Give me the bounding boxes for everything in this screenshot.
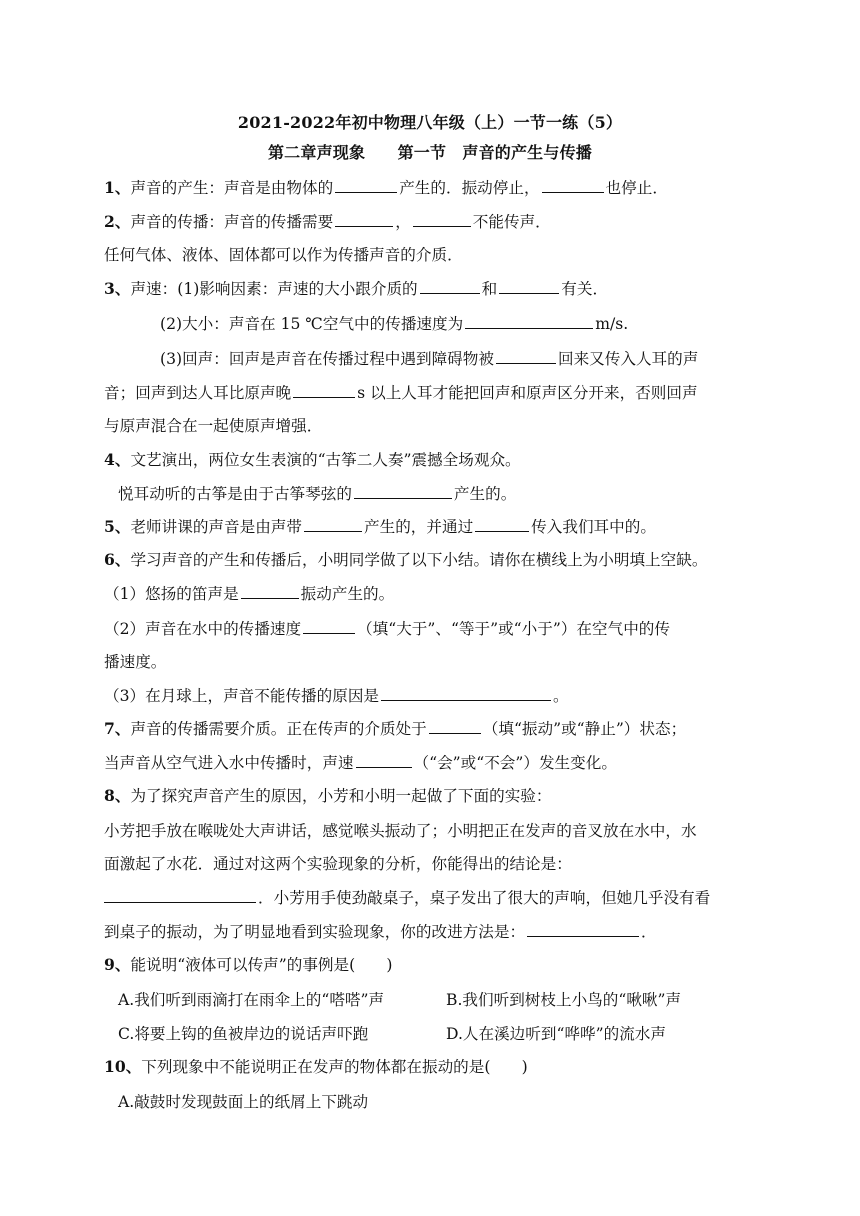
answer-blank[interactable] [420, 279, 480, 294]
answer-blank[interactable] [429, 719, 481, 734]
question-text: 。 [553, 687, 569, 705]
question-text: （3）在月球上，声音不能传播的原因是 [104, 687, 380, 705]
question-text: 和 [481, 280, 498, 298]
question-4 [104, 450, 521, 470]
question-8-line-4 [104, 888, 710, 908]
answer-blank[interactable] [381, 686, 551, 701]
question-text: （1）悠扬的笛声是 [104, 585, 239, 603]
question-text: （填“大于”、“等于”或“小于”）在空气中的传 [357, 620, 670, 638]
question-number: 9、 [104, 955, 131, 974]
question-8-line-2: 小芳把手放在喉咙处大声讲话，感觉喉头振动了；小明把正在发声的音叉放在水中，水 [104, 822, 697, 840]
question-1 [104, 178, 668, 198]
question-text: 不能传声． [472, 213, 551, 231]
question-3-part-3-cont [104, 383, 698, 403]
answer-blank[interactable] [496, 349, 556, 364]
answer-blank[interactable] [304, 517, 362, 532]
question-6-sub-1 [104, 584, 394, 604]
question-text: 声音的传播：声音的传播需要 [130, 213, 334, 231]
question-3-part-3 [160, 349, 698, 369]
question-text: 下列现象中不能说明正在发声的物体都在振动的是( ) [141, 1058, 528, 1076]
question-text: （填“振动”或“静止”）状态； [482, 720, 687, 738]
question-text: 当声音从空气进入水中传播时，声速 [104, 754, 354, 772]
question-text: ． [641, 923, 657, 941]
question-text: （2）声音在水中的传播速度 [104, 620, 302, 638]
question-9-option-c: C.将要上钩的鱼被岸边的说话声吓跑 [118, 1025, 369, 1043]
question-number: 3、 [104, 279, 131, 298]
question-text: 传入我们耳中的。 [531, 518, 656, 536]
answer-blank[interactable] [475, 517, 529, 532]
question-9-option-b: B.我们听到树枝上小鸟的“啾啾”声 [446, 991, 682, 1009]
question-text: 也停止． [605, 179, 668, 197]
answer-blank[interactable] [499, 279, 559, 294]
question-text: 产生的。 [453, 485, 517, 503]
question-6-sub-2-cont: 播速度。 [104, 653, 167, 671]
question-text: 振动产生的。 [300, 585, 395, 603]
question-text: 产生的．振动停止， [399, 179, 540, 197]
question-4-line-2 [118, 484, 516, 504]
question-text: 到桌子的振动，为了明显地看到实验现象，你的改进方法是： [104, 923, 526, 941]
question-number: 7、 [104, 719, 131, 738]
question-number: 10、 [104, 1057, 142, 1076]
question-text: (3)回声：回声是声音在传播过程中遇到障碍物被 [160, 350, 494, 368]
question-3 [104, 279, 608, 299]
question-text: 老师讲课的声音是由声带 [130, 518, 302, 536]
question-number: 6、 [104, 550, 131, 569]
answer-blank[interactable] [542, 178, 604, 193]
question-text: （“会”或“不会”）发生变化。 [413, 754, 617, 772]
answer-blank[interactable] [293, 383, 355, 398]
question-number: 1、 [104, 178, 131, 197]
question-number: 4、 [104, 450, 131, 469]
question-text: 音；回声到达人耳比原声晚 [104, 384, 292, 402]
question-6-sub-3 [104, 686, 569, 706]
question-text: 为了探究声音产生的原因，小芳和小明一起做了下面的实验： [130, 787, 552, 805]
question-text: 能说明“液体可以传声”的事例是( ) [130, 956, 393, 974]
question-text: 声速：(1)影响因素：声速的大小跟介质的 [130, 280, 418, 298]
question-6-sub-2 [104, 619, 670, 639]
question-7 [104, 719, 686, 739]
page-title: 2021-2022年初中物理八年级（上）一节一练（5） [237, 113, 623, 132]
question-text: 产生的，并通过 [364, 518, 474, 536]
question-7-line-2 [104, 753, 617, 773]
question-text: 回来又传入人耳的声 [557, 350, 699, 368]
answer-blank[interactable] [356, 753, 412, 768]
answer-blank[interactable] [104, 888, 256, 903]
answer-blank[interactable] [303, 619, 355, 634]
question-number: 5、 [104, 517, 131, 536]
question-text: 悦耳动听的古筝是由于古筝琴弦的 [118, 485, 352, 503]
question-6 [104, 550, 707, 570]
question-number: 8、 [104, 786, 131, 805]
question-text: ， [395, 213, 411, 231]
question-text: 声音的传播需要介质。正在传声的介质处于 [130, 720, 427, 738]
question-text: 文艺演出，两位女生表演的“古筝二人奏”震撼全场观众。 [130, 451, 521, 469]
question-8 [104, 786, 552, 806]
question-text: 声音的产生：声音是由物体的 [130, 179, 334, 197]
answer-blank[interactable] [335, 178, 397, 193]
question-9-option-a: A.我们听到雨滴打在雨伞上的“嗒嗒”声 [118, 991, 385, 1009]
answer-blank[interactable] [241, 584, 299, 599]
page-subtitle: 第二章声现象 第一节 声音的产生与传播 [267, 143, 592, 162]
question-8-line-3: 面激起了水花．通过对这两个实验现象的分析，你能得出的结论是： [104, 855, 572, 873]
answer-blank[interactable] [335, 212, 393, 227]
question-number: 2、 [104, 212, 131, 231]
answer-blank[interactable] [527, 922, 639, 937]
answer-blank[interactable] [354, 484, 452, 499]
question-10 [104, 1057, 528, 1077]
question-3-part-2 [160, 314, 628, 334]
question-8-line-5 [104, 922, 657, 942]
question-5 [104, 517, 656, 537]
question-text: 有关． [561, 280, 609, 298]
question-2 [104, 212, 551, 232]
answer-blank[interactable] [413, 212, 471, 227]
question-text: ．小芳用手使劲敲桌子，桌子发出了很大的声响，但她几乎没有看 [258, 889, 711, 907]
answer-blank[interactable] [465, 314, 593, 329]
question-10-option-a: A.敲鼓时发现鼓面上的纸屑上下跳动 [118, 1093, 369, 1111]
question-text: (2)大小：声音在 15 ℃空气中的传播速度为 [160, 315, 464, 333]
question-text: m/s. [595, 315, 629, 333]
question-9-option-d: D.人在溪边听到“哗哗”的流水声 [446, 1025, 666, 1043]
question-text: s 以上人耳才能把回声和原声区分开来，否则回声 [357, 384, 698, 402]
question-3-part-3-end: 与原声混合在一起使原声增强． [104, 417, 323, 435]
question-2-note: 任何气体、液体、固体都可以作为传播声音的介质． [104, 246, 463, 264]
question-9 [104, 955, 392, 975]
question-text: 学习声音的产生和传播后，小明同学做了以下小结。请你在横线上为小明填上空缺。 [130, 551, 708, 569]
